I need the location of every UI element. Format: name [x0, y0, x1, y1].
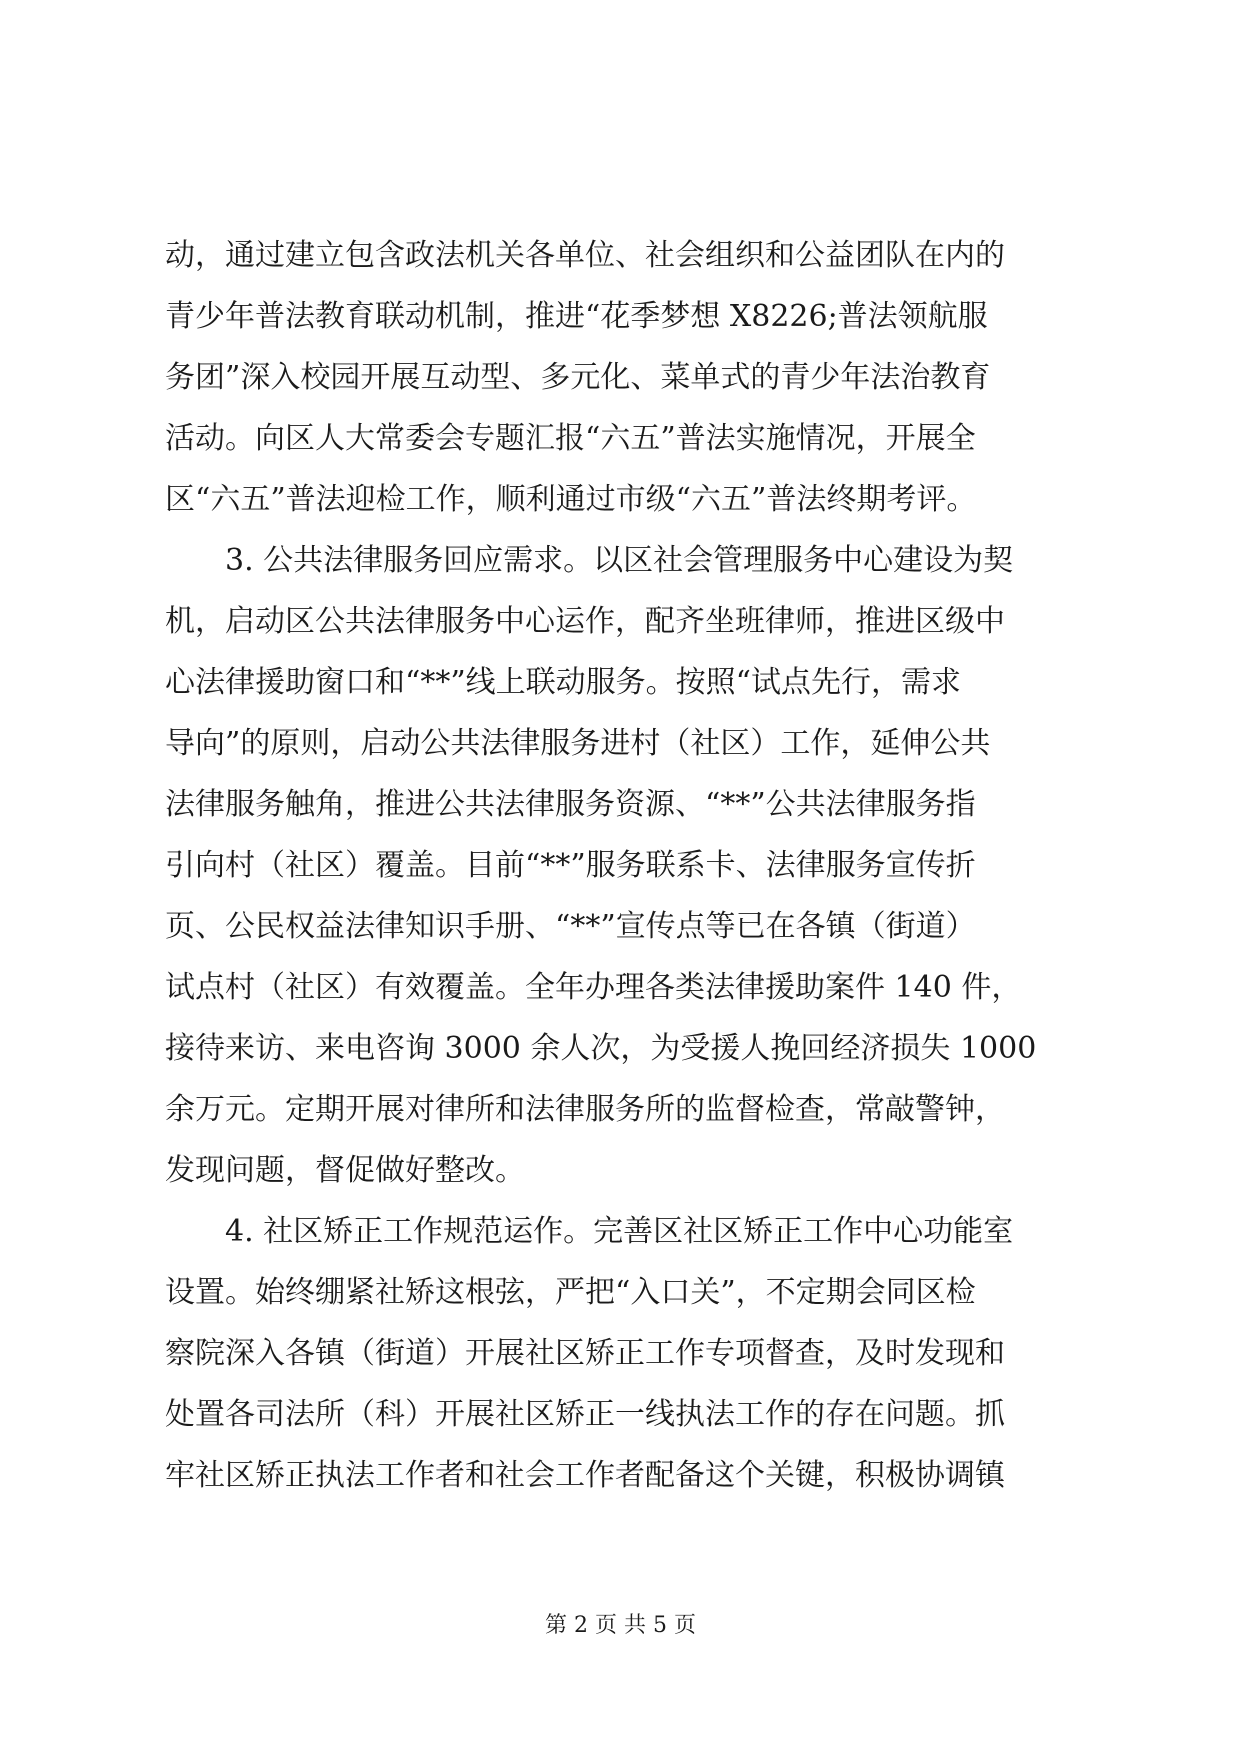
text-line: 页、公民权益法律知识手册、“**”宣传点等已在各镇（街道）	[165, 909, 976, 944]
text-line: 导向”的原则，启动公共法律服务进村（社区）工作，延伸公共	[165, 726, 991, 761]
document-body	[165, 225, 1085, 1506]
text-line: 余万元。定期开展对律所和法律服务所的监督检查，常敲警钟，	[165, 1092, 1005, 1127]
text-line: 引向村（社区）覆盖。目前“**”服务联系卡、法律服务宣传折	[165, 848, 976, 883]
text-line: 处置各司法所（科）开展社区矫正一线执法工作的存在问题。抓	[165, 1397, 1005, 1432]
text-line: 法律服务触角，推进公共法律服务资源、“**”公共法律服务指	[165, 787, 976, 822]
paragraph-heading-line: 3. 公共法律服务回应需求。以区社会管理服务中心建设为契	[225, 543, 1014, 578]
text-line: 动，通过建立包含政法机关各单位、社会组织和公益团队在内的	[165, 238, 1005, 273]
text-line: 察院深入各镇（街道）开展社区矫正工作专项督查，及时发现和	[165, 1336, 1005, 1371]
text-line: 发现问题，督促做好整改。	[165, 1153, 525, 1188]
text-line: 牢社区矫正执法工作者和社会工作者配备这个关键，积极协调镇	[165, 1458, 1005, 1493]
text-line: 务团”深入校园开展互动型、多元化、菜单式的青少年法治教育	[165, 360, 991, 395]
text-line: 试点村（社区）有效覆盖。全年办理各类法律援助案件 140 件，	[165, 970, 1022, 1005]
text-line: 心法律援助窗口和“**”线上联动服务。按照“试点先行，需求	[165, 665, 962, 700]
text-line: 青少年普法教育联动机制，推进“花季梦想 X8226;普法领航服	[165, 299, 988, 334]
text-line: 设置。始终绷紧社矫这根弦，严把“入口关”，不定期会同区检	[165, 1275, 976, 1310]
text-line: 接待来访、来电咨询 3000 余人次，为受援人挽回经济损失 1000	[165, 1031, 1037, 1066]
text-line: 区“六五”普法迎检工作，顺利通过市级“六五”普法终期考评。	[165, 482, 977, 517]
text-line: 机，启动区公共法律服务中心运作，配齐坐班律师，推进区级中	[165, 604, 1005, 639]
page-number-footer: 第 2 页 共 5 页	[545, 1613, 696, 1638]
paragraph-heading-line: 4. 社区矫正工作规范运作。完善区社区矫正工作中心功能室	[225, 1214, 1014, 1249]
text-line: 活动。向区人大常委会专题汇报“六五”普法实施情况，开展全	[165, 421, 976, 456]
